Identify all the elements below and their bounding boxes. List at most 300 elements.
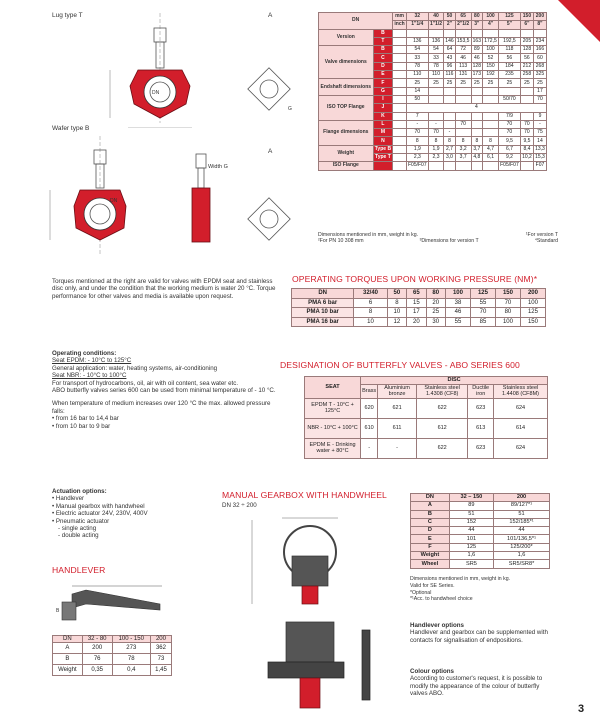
torque-value: 8	[354, 308, 387, 318]
desig-col-header: Brass	[361, 384, 378, 398]
gear-note-1: Dimensions mentioned in mm, weight in kg.	[410, 576, 511, 582]
spec-value	[444, 120, 456, 128]
desig-col-header: Stainless steel 1.4308 (CF8)	[416, 384, 467, 398]
spec-dn-inch: 2"	[444, 21, 456, 29]
spec-spacer	[393, 62, 407, 70]
spec-value	[498, 29, 520, 37]
torque-row-label: PMA 6 bar	[292, 298, 354, 308]
torque-header-cell: 32/40	[354, 289, 387, 299]
handlever-value: 362	[150, 643, 171, 654]
spec-note-2: ¹For version T	[525, 232, 558, 238]
handlever-options	[410, 622, 550, 644]
gear-row-label: Weight	[411, 552, 450, 560]
spec-value: 7/9	[498, 112, 520, 120]
spec-value: 113	[455, 62, 471, 70]
spec-value	[444, 87, 456, 95]
torque-value: 55	[470, 298, 495, 308]
spec-key: N	[373, 137, 393, 145]
lug-view-a-label: A	[268, 12, 273, 19]
gear-note-4: *¹Acc. to handwheel choice	[410, 596, 473, 603]
spec-value: 6,7	[498, 145, 520, 153]
torque-table	[291, 288, 546, 327]
spec-value: 205	[520, 37, 533, 45]
spec-dn-mm: 32	[406, 13, 428, 21]
table-row	[319, 29, 547, 37]
spec-value	[428, 95, 443, 103]
gear-note-2: Valid for SE Series.	[410, 582, 455, 589]
spec-value: 70	[406, 129, 428, 137]
spec-key: Type B	[374, 145, 392, 152]
torque-value: 6	[354, 298, 387, 308]
page-number: 3	[578, 703, 585, 715]
torque-value: 46	[445, 308, 470, 318]
gear-value: 44	[494, 527, 550, 535]
spec-value: 153,5	[456, 38, 470, 45]
spec-value: 8	[444, 137, 456, 145]
spec-value: 25	[498, 79, 520, 87]
spec-value: 78	[428, 62, 443, 70]
spec-value: 325	[533, 71, 546, 79]
table-row	[292, 298, 546, 308]
torque-row-label: PMA 16 bar	[292, 317, 354, 327]
torque-value: 100	[520, 298, 545, 308]
svg-text:G: G	[288, 106, 292, 112]
spec-value	[471, 87, 483, 95]
spec-value: 173	[472, 71, 481, 78]
spec-value	[428, 87, 443, 95]
table-row	[411, 543, 550, 551]
spec-value: 3,7	[471, 145, 483, 153]
spec-dn-mm: 65	[455, 13, 471, 21]
actuation-options	[52, 488, 232, 540]
torque-header-cell: DN	[292, 289, 354, 299]
spec-value	[498, 87, 520, 95]
spec-value: 54	[406, 46, 428, 54]
spec-spacer	[393, 71, 407, 79]
spec-value: 25	[406, 79, 428, 87]
desig-value: 621	[378, 398, 417, 418]
spec-value: 33	[428, 54, 443, 62]
torque-value: 10	[387, 308, 406, 318]
desig-col-header: Ductile iron	[468, 384, 494, 398]
spec-mm-label: mm	[393, 13, 407, 21]
spec-value	[471, 95, 483, 103]
desig-header-row	[305, 377, 548, 385]
spec-group-label: Version	[319, 29, 374, 46]
desig-value: 612	[416, 418, 467, 438]
spec-value: 70	[533, 95, 546, 103]
desig-seat-label: EPDM T - 10°C + 125°C	[305, 398, 361, 418]
wafer-type-label: Wafer type B	[52, 125, 90, 132]
gear-note-3: *Optional	[410, 589, 432, 596]
torque-header-cell: 125	[470, 289, 495, 299]
spec-value	[428, 112, 443, 120]
spec-value: 8	[471, 137, 483, 145]
torque-value: 20	[426, 298, 445, 308]
handlever-row-label: A	[53, 643, 83, 654]
spec-dn-inch: 3"	[471, 21, 483, 29]
handlever-header-cell: 100 - 150	[112, 636, 150, 643]
spec-key: F	[373, 79, 393, 87]
spec-value	[455, 87, 471, 95]
table-row	[305, 438, 548, 458]
gear-value: 89	[449, 502, 493, 510]
desig-value: 611	[378, 418, 417, 438]
table-row	[53, 665, 172, 676]
table-row	[319, 162, 547, 170]
spec-value: 9	[533, 112, 546, 120]
spec-dn-mm: 50	[444, 13, 456, 21]
spec-value: 14	[533, 137, 546, 145]
spec-value	[520, 95, 533, 103]
desig-value: 624	[494, 438, 548, 458]
spec-value	[520, 87, 533, 95]
handlever-drawing	[52, 580, 172, 625]
spec-dn-inch: 2"1/2	[457, 21, 470, 28]
table-row	[319, 46, 547, 54]
spec-value	[455, 129, 471, 137]
gear-header-cell: 200	[494, 494, 550, 502]
torque-header-cell: 200	[520, 289, 545, 299]
spec-group-label: Endshaft dimensions	[319, 79, 374, 96]
spec-value: 50/70	[498, 95, 520, 103]
spec-key: B	[373, 46, 393, 54]
spec-dn-mm: 40	[428, 13, 443, 21]
wafer-view-a-label: A	[268, 148, 273, 155]
conditions-title: Operating conditions:	[52, 350, 117, 357]
table-row	[411, 535, 550, 543]
spec-note-5: ⁴Standard	[534, 238, 558, 244]
gearbox-table	[410, 493, 550, 569]
actuation-item-6: - double acting	[58, 532, 99, 540]
epdm-application: General application: water, heating systems, air-conditioning	[52, 364, 218, 372]
torque-value: 20	[407, 317, 426, 327]
gear-header-cell: 32 – 150	[449, 494, 493, 502]
actuation-item-3: • Electric actuator 24V, 230V, 400V	[52, 510, 148, 518]
lug-top-view-drawing	[240, 60, 300, 120]
gear-value: 125	[449, 543, 493, 551]
table-row	[53, 654, 172, 665]
spec-spacer	[393, 95, 407, 103]
corner-accent	[558, 0, 600, 42]
gear-row-label: D	[411, 527, 450, 535]
desig-value: 620	[361, 398, 378, 418]
designation-title: DESIGNATION OF BUTTERFLY VALVES - ABO SERIES 600	[280, 360, 520, 370]
dimension-spec-table	[318, 12, 547, 171]
gear-value: 152/185*¹	[494, 518, 550, 526]
spec-dn-mm: 150	[520, 13, 533, 21]
spec-value: 9,2	[498, 154, 520, 162]
spec-spacer	[393, 104, 407, 112]
table-row	[292, 317, 546, 327]
colour-options-text: According to customer's request, it is possible to modify the appearance of the colour of butterfly valves ABO.	[410, 675, 543, 698]
spec-value: 136	[428, 37, 443, 45]
spec-spacer	[393, 54, 407, 62]
desig-value: 614	[494, 418, 548, 438]
spec-value: 268	[533, 62, 546, 70]
gear-value: SR5	[449, 560, 493, 568]
table-row	[411, 510, 550, 518]
pressure-fall-2: • from 10 bar to 9 bar	[52, 422, 111, 430]
handlever-row-label: Weight	[53, 665, 83, 676]
gear-header-cell: DN	[411, 494, 450, 502]
spec-value	[406, 29, 428, 37]
gear-value: 51	[494, 510, 550, 518]
torque-value: 80	[495, 308, 520, 318]
spec-spacer	[393, 29, 407, 37]
spec-value: 2,7	[444, 145, 456, 153]
spec-key: K	[373, 112, 393, 120]
spec-value: 89	[471, 46, 483, 54]
table-row	[411, 527, 550, 535]
spec-dn-mm: 125	[498, 13, 520, 21]
handlever-value: 73	[150, 654, 171, 665]
spec-value: 25	[455, 79, 471, 87]
torque-header-cell: 100	[445, 289, 470, 299]
spec-value: 25	[444, 79, 456, 87]
torque-value: 55	[445, 317, 470, 327]
spec-value	[483, 95, 499, 103]
desig-value: 610	[361, 418, 378, 438]
spec-value	[520, 29, 533, 37]
spec-group-label: ISO Flange	[319, 162, 374, 170]
spec-value	[455, 112, 471, 120]
handlever-value: 273	[112, 643, 150, 654]
spec-dn-inch: 5"	[498, 21, 520, 29]
spec-note-1: Dimensions mentioned in mm, weight in kg.	[318, 232, 419, 238]
spec-key: T	[373, 37, 393, 45]
spec-key: I	[373, 95, 393, 103]
gear-value: 1,6	[449, 552, 493, 560]
spec-spacer	[393, 137, 407, 145]
gear-row-label: B	[411, 510, 450, 518]
spec-value: 110	[406, 71, 428, 79]
spec-value	[455, 162, 471, 170]
spec-value: F07	[533, 162, 546, 170]
torque-value: 30	[426, 317, 445, 327]
spec-value	[428, 29, 443, 37]
spec-value: 13,3	[535, 145, 545, 152]
spec-value: 14	[406, 87, 428, 95]
spec-group-label: ISO TOP Flange	[319, 95, 374, 120]
spec-value: 70	[455, 120, 471, 128]
spec-value: 192,5	[498, 37, 520, 45]
spec-value	[444, 95, 456, 103]
spec-dn-inch: 6"	[520, 21, 533, 29]
torque-value: 70	[495, 298, 520, 308]
spec-value	[483, 120, 499, 128]
spec-group-label: Flange dimensions	[319, 120, 374, 145]
svg-text:DN: DN	[152, 90, 160, 96]
spec-key	[373, 162, 393, 170]
spec-value: F05/F07	[500, 162, 519, 169]
spec-value: 8	[455, 137, 471, 145]
spec-value: 70	[428, 129, 443, 137]
spec-value: 64	[444, 46, 456, 54]
spec-value: 78	[406, 62, 428, 70]
spec-value: 234	[533, 37, 546, 45]
spec-value: 25	[428, 79, 443, 87]
spec-value	[483, 87, 499, 95]
gearbox-subtitle: DN 32 ÷ 200	[222, 502, 257, 509]
gear-value: 89/127*¹	[494, 502, 550, 510]
gear-value: 152	[449, 518, 493, 526]
torque-value: 70	[470, 308, 495, 318]
spec-spacer	[393, 129, 407, 137]
desig-value: 613	[468, 418, 494, 438]
spec-inch-label: inch	[394, 21, 405, 28]
spec-value	[471, 120, 483, 128]
nbr-application: For transport of hydrocarbons, oil, air with oil content, sea water etc.	[52, 379, 239, 387]
spec-spacer	[393, 112, 407, 120]
gear-value: 101	[449, 535, 493, 543]
spec-value	[520, 112, 533, 120]
torque-row-label: PMA 10 bar	[292, 308, 354, 318]
spec-value: -	[533, 120, 546, 128]
spec-value	[428, 162, 443, 170]
desig-value: 623	[468, 398, 494, 418]
actuation-item-4: • Pneumatic actuator	[52, 517, 110, 525]
designation-table	[304, 376, 548, 459]
spec-value: 118	[498, 46, 520, 54]
spec-value: 146	[445, 38, 454, 45]
spec-key: G	[373, 87, 393, 95]
spec-dn-inch: 1"1/2	[429, 21, 443, 28]
torque-header-cell: 50	[387, 289, 406, 299]
desig-value: 622	[416, 438, 467, 458]
spec-value: 75	[533, 129, 546, 137]
spec-spacer	[393, 154, 407, 162]
spec-value: 8	[406, 137, 428, 145]
torque-header-cell: 80	[426, 289, 445, 299]
spec-value: 70	[520, 120, 533, 128]
torque-header-cell: 150	[495, 289, 520, 299]
spec-value: 17	[533, 87, 546, 95]
torque-header-cell: 65	[407, 289, 426, 299]
spec-value: 8	[483, 137, 499, 145]
desig-value: -	[378, 438, 417, 458]
desig-col-header: Stainless steel 1.4408 (CF8M)	[494, 384, 548, 398]
spec-dn-inch: 8"	[533, 21, 546, 29]
gear-value: SR5/SR8*	[494, 560, 550, 568]
wafer-valve-drawing	[40, 136, 170, 256]
handlever-header-cell: 32 - 80	[82, 636, 112, 643]
spec-value: 3,2	[455, 145, 471, 153]
spec-note-4: ³Dimensions for version T	[419, 238, 479, 244]
spec-key: J	[373, 104, 393, 112]
spec-value: 258	[520, 71, 533, 79]
spec-spacer	[393, 145, 407, 153]
gear-value: 101/136,5*¹	[494, 535, 550, 543]
svg-text:B: B	[56, 608, 60, 614]
handlever-value: 1,45	[150, 665, 171, 676]
spec-value	[483, 112, 499, 120]
spec-value: 163	[472, 38, 481, 45]
gear-value: 1,6	[494, 552, 550, 560]
spec-value: 9,5	[520, 137, 533, 145]
colour-options-title: Colour options	[410, 668, 454, 675]
spec-value	[533, 29, 546, 37]
spec-spacer	[393, 120, 407, 128]
table-row	[319, 120, 547, 128]
spec-value	[483, 162, 499, 170]
spec-value: 2,3	[406, 154, 428, 162]
torque-value: 100	[495, 317, 520, 327]
spec-notes	[318, 232, 558, 244]
desig-seat-header: SEAT	[305, 377, 361, 399]
torque-value: 8	[387, 298, 406, 308]
torque-value: 125	[520, 308, 545, 318]
spec-value	[483, 129, 499, 137]
spec-key: C	[373, 54, 393, 62]
handlever-value: 76	[82, 654, 112, 665]
spec-value: 43	[444, 54, 456, 62]
spec-key: M	[373, 129, 393, 137]
width-g-label: Width G	[208, 164, 228, 170]
spec-value	[471, 129, 483, 137]
spec-value: 1,9	[406, 145, 428, 153]
spec-dn-header: DN	[319, 13, 393, 30]
spec-value: 6,1	[483, 154, 499, 162]
spec-value: 100	[483, 46, 499, 54]
gear-row-label: A	[411, 502, 450, 510]
torque-value: 38	[445, 298, 470, 308]
spec-value: 110	[428, 71, 443, 79]
spec-value: 25	[471, 79, 483, 87]
torque-title: OPERATING TORQUES UPON WORKING PRESSURE (NM)*	[292, 274, 538, 284]
spec-value	[471, 29, 483, 37]
spec-dn-inch: 1"1/4	[406, 21, 428, 29]
spec-value: 8	[428, 137, 443, 145]
gearbox-title: MANUAL GEARBOX WITH HANDWHEEL	[222, 490, 387, 500]
spec-spacer	[393, 162, 407, 170]
handlever-header-cell: 200	[150, 636, 171, 643]
spec-value: 54	[428, 46, 443, 54]
spec-value: -	[406, 120, 428, 128]
spec-spacer	[393, 37, 407, 45]
torque-value: 25	[426, 308, 445, 318]
spec-note-3: ²For PN 10 308 mm	[318, 238, 364, 244]
spec-value: 25	[533, 79, 546, 87]
spec-value: 131	[455, 71, 471, 79]
spec-value	[455, 95, 471, 103]
desig-value: 623	[468, 438, 494, 458]
spec-value: 15,3	[535, 154, 545, 161]
handlever-value: 0,35	[82, 665, 112, 676]
table-row	[411, 502, 550, 510]
torque-value: 12	[387, 317, 406, 327]
spec-value	[471, 112, 483, 120]
handlever-row-label: B	[53, 654, 83, 665]
lug-type-label: Lug type T	[52, 12, 83, 19]
spec-value: 136	[406, 37, 428, 45]
spec-value: 1,9	[428, 145, 443, 153]
spec-value	[444, 29, 456, 37]
spec-value: 7	[406, 112, 428, 120]
table-row	[411, 518, 550, 526]
spec-value: 9,5	[498, 137, 520, 145]
spec-value: 235	[498, 71, 520, 79]
svg-text:DN: DN	[110, 198, 118, 204]
handlever-options-title: Handlever options	[410, 622, 464, 629]
spec-value: 192	[483, 71, 499, 79]
seat-epdm-line: Seat EPDM: - 10°C to 125°C	[52, 357, 132, 365]
abo-min-temp-note: ABO butterfly valves series 600 can be used from minimal temperature of - 10 °C.	[52, 387, 276, 395]
spec-value: 70	[498, 129, 520, 137]
torque-value: 10	[354, 317, 387, 327]
handlever-value: 200	[82, 643, 112, 654]
spec-value: 128	[520, 46, 533, 54]
